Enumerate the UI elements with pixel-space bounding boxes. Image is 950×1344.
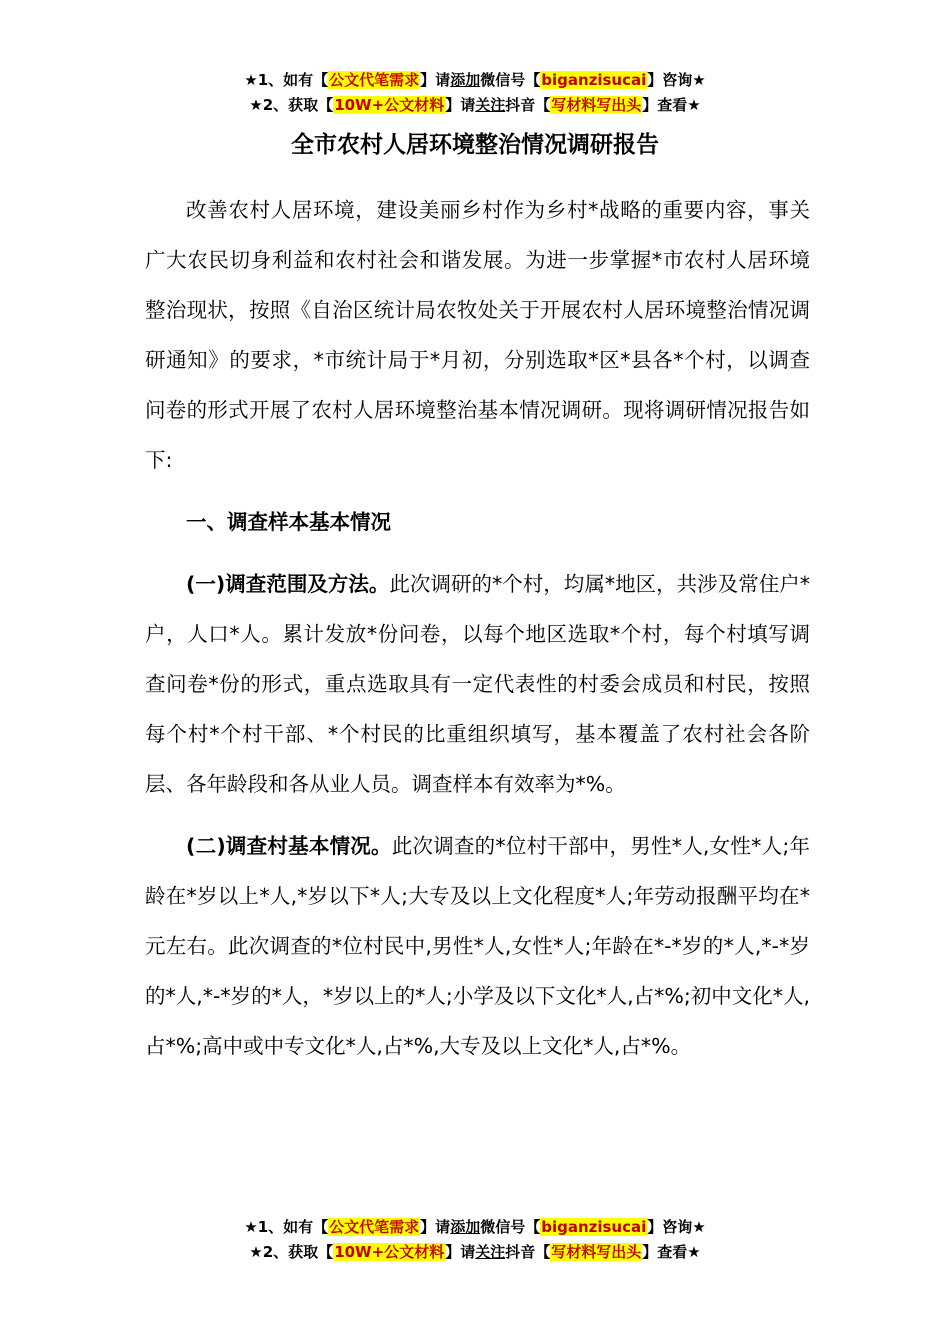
banner-line-1 — [0, 1215, 950, 1240]
banner-highlight: 公文代笔需求 — [329, 1218, 420, 1236]
banner-text: 抖音【 — [505, 96, 551, 114]
banner-text: 】查看★ — [642, 96, 701, 114]
banner-highlight: 10W+公文材料 — [334, 1243, 445, 1261]
banner-text: 】请 — [420, 71, 451, 89]
banner-text: 抖音【 — [505, 1243, 551, 1261]
intro-paragraph: 改善农村人居环境，建设美丽乡村作为乡村*战略的重要内容，事关广大农民切身利益和农村社会和谐发展。为进一步掌握*市农村人居环境整治现状，按照《自治区统计局农牧处关于开展农村人居环境整治情况调研通知》的要求，*市统计局于*月初，分别选取*区*县各*个村，以调查问卷的形式开展了农村人居环境整治基本情况调研。现将调研情况报告如下: — [145, 198, 810, 472]
banner-highlight: 10W+公文材料 — [334, 96, 445, 114]
banner-text: 】请 — [445, 96, 476, 114]
banner-underline: 添加 — [450, 71, 481, 89]
document-body — [145, 185, 810, 1071]
top-banner — [0, 68, 950, 118]
star-icon: ★ — [244, 71, 258, 89]
banner-text: 微信号【 — [480, 71, 541, 89]
banner-line-2 — [0, 93, 950, 118]
wechat-id: biganzisucai — [541, 71, 647, 89]
subsection-text: 此次调查的*位村干部中，男性*人,女性*人;年龄在*岁以上*人,*岁以下*人;大专及以上文化程度*人;年劳动报酬平均在*元左右。此次调查的*位村民中,男性*人,女性*人;年龄在*-*岁的*人,*-*岁的*人,*-*岁的*人，*岁以上的*人;小学及以下文化*人,占*%;初中文化*人,占*%;高中或中专文化*人,占*%,大专及以上文化*人,占*%。 — [145, 834, 810, 1058]
document-title: 全市农村人居环境整治情况调研报告 — [291, 132, 659, 158]
banner-line-2 — [0, 1240, 950, 1265]
banner-text: 2、获取【 — [262, 96, 334, 114]
banner-underline: 关注 — [475, 96, 506, 114]
banner-text: 】请 — [420, 1218, 451, 1236]
banner-text: 】请 — [445, 1243, 476, 1261]
douyin-account: 写材料写出头 — [551, 96, 642, 114]
subsection-paragraph-2 — [145, 821, 810, 1071]
star-icon: ★ — [249, 96, 263, 114]
star-icon: ★ — [249, 1243, 263, 1261]
banner-text: 微信号【 — [480, 1218, 541, 1236]
banner-underline: 关注 — [475, 1243, 506, 1261]
subsection-heading: (二)调查村基本情况。 — [186, 834, 392, 858]
banner-text: 2、获取【 — [262, 1243, 334, 1261]
banner-text: 1、如有【 — [257, 71, 329, 89]
section-heading: 一、调查样本基本情况 — [186, 510, 391, 534]
subsection-paragraph-1 — [145, 559, 810, 809]
wechat-id: biganzisucai — [541, 1218, 647, 1236]
banner-text: 】咨询★ — [647, 1218, 706, 1236]
banner-highlight: 公文代笔需求 — [329, 71, 420, 89]
banner-underline: 添加 — [450, 1218, 481, 1236]
douyin-account: 写材料写出头 — [551, 1243, 642, 1261]
subsection-text: 此次调研的*个村，均属*地区，共涉及常住户*户，人口*人。累计发放*份问卷，以每个地区选取*个村，每个村填写调查问卷*份的形式，重点选取具有一定代表性的村委会成员和村民，按照每个村*个村干部、*个村民的比重组织填写，基本覆盖了农村社会各阶层、各年龄段和各从业人员。调查样本有效率为*%。 — [145, 572, 810, 796]
subsection-heading: (一)调查范围及方法。 — [186, 572, 390, 596]
bottom-banner — [0, 1215, 950, 1265]
banner-text: 1、如有【 — [257, 1218, 329, 1236]
banner-text: 】咨询★ — [647, 71, 706, 89]
banner-line-1 — [0, 68, 950, 93]
star-icon: ★ — [244, 1218, 258, 1236]
banner-text: 】查看★ — [642, 1243, 701, 1261]
